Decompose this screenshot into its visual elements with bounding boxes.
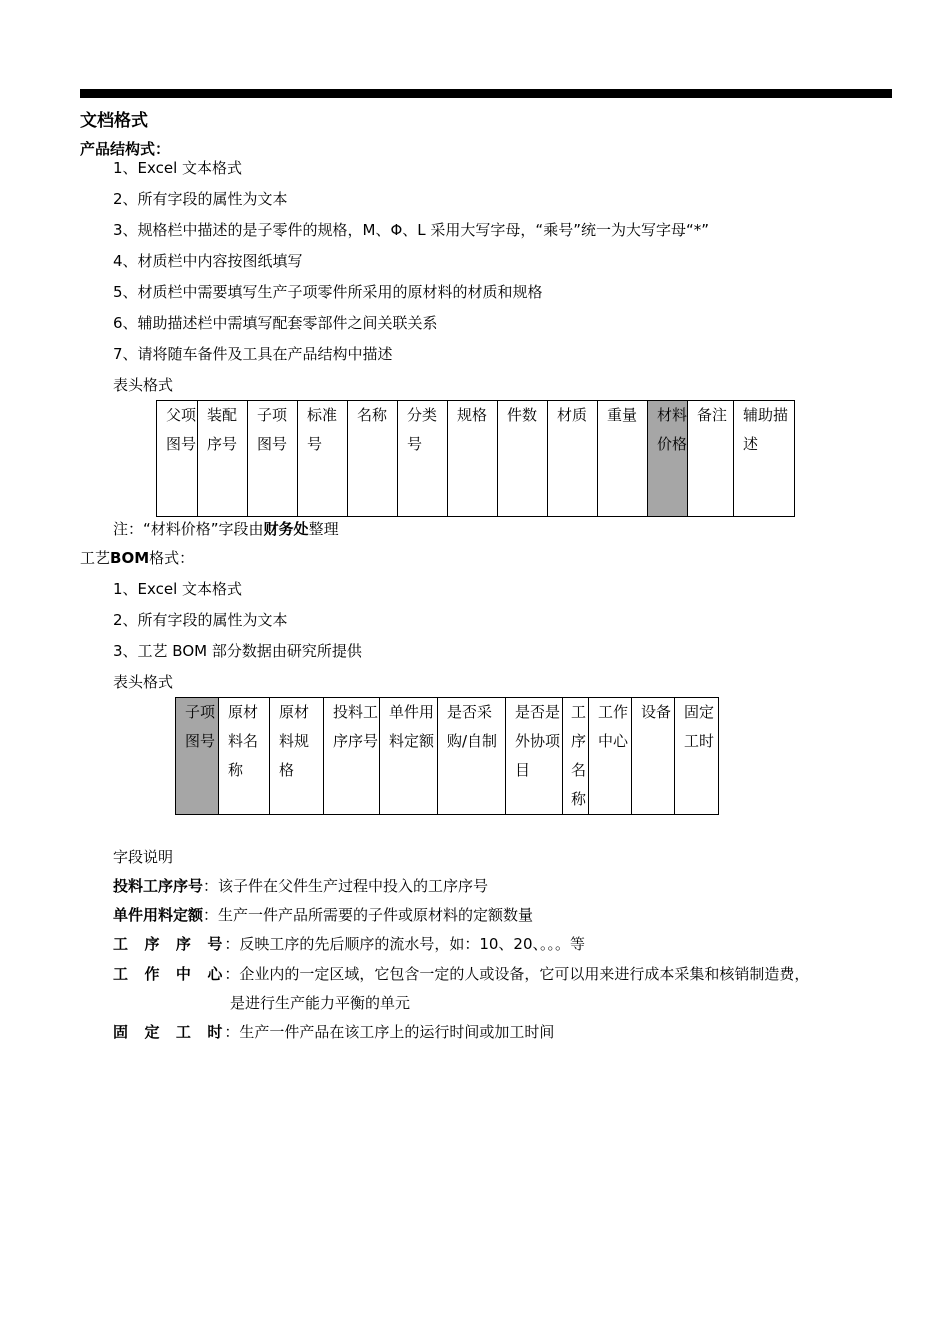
- document-title: 文档格式: [80, 111, 148, 131]
- s1-item-3: 3、规格栏中描述的是子零件的规格，M、Φ、L 采用大写字母，“乘号”统一为大写字母“*”: [113, 221, 710, 239]
- price-note: [113, 518, 339, 539]
- header-cell: 是否采购/自制: [438, 698, 506, 815]
- process-bom-heading: [80, 547, 194, 568]
- definition-row: [113, 904, 533, 925]
- definition-text: ：生产一件产品在该工序上的运行时间或加工时间: [224, 1023, 555, 1041]
- header-cell: 父项图号: [157, 401, 198, 517]
- definition-text: ：反映工序的先后顺序的流水号，如：10、20、。。。等: [224, 935, 586, 953]
- s1-table-label: 表头格式: [113, 376, 174, 394]
- s2-item-3: 3、工艺 BOM 部分数据由研究所提供: [113, 642, 362, 660]
- header-cell: 工序名称: [563, 698, 589, 815]
- header-cell: 单件用料定额: [380, 698, 438, 815]
- header-cell: 设备: [632, 698, 675, 815]
- price-note-suffix: 整理: [308, 520, 339, 538]
- header-cell: 原材料名称: [219, 698, 270, 815]
- definition-row: [113, 875, 488, 896]
- header-cell: 固定工时: [675, 698, 719, 815]
- s1-item-1: 1、Excel 文本格式: [113, 159, 243, 177]
- header-cell: 重量: [598, 401, 648, 517]
- definition-text: ：生产一件产品所需要的子件或原材料的定额数量: [203, 906, 534, 924]
- header-cell: 是否是外协项目: [506, 698, 563, 815]
- definition-row: [113, 1021, 554, 1042]
- definition-term: 工 序 序 号: [113, 935, 225, 953]
- product-structure-heading: 产品结构式：: [80, 140, 171, 158]
- header-cell: 标准号: [298, 401, 348, 517]
- definition-term: 固 定 工 时: [113, 1023, 225, 1041]
- price-note-prefix: 注：“材料价格”字段由: [113, 520, 264, 538]
- header-cell: 辅助描述: [734, 401, 795, 517]
- definition-text: ：企业内的一定区域，它包含一定的人或设备，它可以用来进行成本采集和核销制造费，: [224, 965, 810, 983]
- process-bom-table: [175, 697, 719, 815]
- definition-continuation: 是进行生产能力平衡的单元: [230, 994, 411, 1012]
- header-cell: 装配序号: [198, 401, 248, 517]
- s1-item-5: 5、材质栏中需要填写生产子项零件所采用的原材料的材质和规格: [113, 283, 543, 301]
- definition-term: 工 作 中 心: [113, 965, 225, 983]
- s2-item-2: 2、所有字段的属性为文本: [113, 611, 288, 629]
- definition-text: ：该子件在父件生产过程中投入的工序序号: [203, 877, 489, 895]
- price-note-bold: 财务处: [263, 520, 309, 538]
- s1-item-7: 7、请将随车备件及工具在产品结构中描述: [113, 345, 393, 363]
- s1-item-6: 6、辅助描述栏中需填写配套零部件之间关联关系: [113, 314, 438, 332]
- field-notes-heading: 字段说明: [113, 848, 174, 866]
- bom-heading-suffix: 格式：: [149, 549, 195, 567]
- definition-row: [113, 963, 809, 984]
- bom-heading-prefix: 工艺: [80, 549, 111, 567]
- definition-row: [113, 933, 585, 954]
- header-cell: 工作中心: [589, 698, 632, 815]
- header-cell: 投料工序序号: [324, 698, 380, 815]
- s1-item-4: 4、材质栏中内容按图纸填写: [113, 252, 303, 270]
- s2-item-1: 1、Excel 文本格式: [113, 580, 243, 598]
- header-cell: 规格: [448, 401, 498, 517]
- product-structure-table: [156, 400, 795, 517]
- header-cell-child-drawing: 子项图号: [176, 698, 219, 815]
- header-cell: 备注: [688, 401, 734, 517]
- header-cell: 子项图号: [248, 401, 298, 517]
- s2-table-label: 表头格式: [113, 673, 174, 691]
- header-cell: 名称: [348, 401, 398, 517]
- header-cell-material-price: 材料价格: [648, 401, 688, 517]
- header-cell: 材质: [548, 401, 598, 517]
- definition-term: 投料工序序号: [113, 877, 204, 895]
- header-rule: [80, 89, 892, 98]
- header-cell: 件数: [498, 401, 548, 517]
- definition-term: 单件用料定额: [113, 906, 204, 924]
- bom-heading-bold: BOM: [110, 549, 150, 567]
- header-cell: 原材料规格: [270, 698, 324, 815]
- s1-item-2: 2、所有字段的属性为文本: [113, 190, 288, 208]
- header-cell: 分类号: [398, 401, 448, 517]
